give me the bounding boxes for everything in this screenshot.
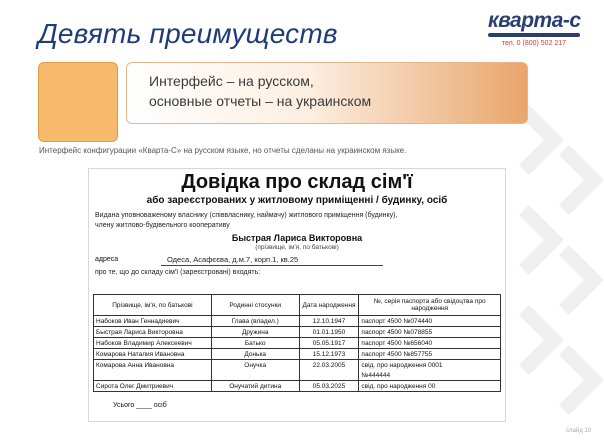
cell-relation: Глава (владел.)	[211, 316, 299, 327]
table-row	[94, 349, 501, 360]
person-name: Быстрая Лариса Викторовна	[231, 233, 363, 243]
cell-relation: Онучка	[211, 360, 299, 371]
banner-line-1: Интерфейс – на русском,	[149, 73, 314, 89]
logo-text: кварта-с	[488, 9, 581, 32]
col-header-birthdate: Дата народження	[299, 295, 359, 316]
cell-name	[94, 370, 212, 381]
brand-logo	[488, 10, 584, 47]
report-line-3: про те, що до складу сім'ї (зареєстровані) входять:	[95, 269, 261, 276]
cell-relation: Онучатий дитина	[211, 381, 299, 392]
address-value: Одеса, Асафєєва, д.м.7, корп.1, кв.25	[167, 255, 299, 264]
address-label: адреса	[95, 256, 119, 263]
report-screenshot	[88, 168, 506, 422]
cell-name: Комарова Наталия Ивановна	[94, 349, 212, 360]
cell-birthdate: 22.03.2005	[299, 360, 359, 371]
report-line-1: Видана уповноваженому власнику (співвласнику, наймачу) житлового приміщення (будинку),	[95, 212, 398, 219]
cell-name: Набоков Иван Геннадиевич	[94, 316, 212, 327]
table-row	[94, 370, 501, 381]
cell-document: свід. про народження 0001	[359, 360, 501, 371]
cell-birthdate: 15.12.1973	[299, 349, 359, 360]
table-row	[94, 360, 501, 371]
banner-line-2: основные отчеты – на украинском	[149, 93, 372, 109]
cell-document: паспорт 4500 №857755	[359, 349, 501, 360]
cell-name: Быстрая Лариса Викторовна	[94, 327, 212, 338]
cell-relation: Дружина	[211, 327, 299, 338]
cell-document: паспорт 4500 №074440	[359, 316, 501, 327]
cell-name: Комарова Анна Ивановна	[94, 360, 212, 371]
cell-birthdate: 01.01.1950	[299, 327, 359, 338]
cell-birthdate: 12.10.1947	[299, 316, 359, 327]
cell-document: свід. про народження 00	[359, 381, 501, 392]
orange-accent-box	[38, 62, 118, 142]
col-header-relation: Родинні стосунки	[211, 295, 299, 316]
table-row	[94, 338, 501, 349]
cell-relation	[211, 370, 299, 381]
address-underline	[161, 265, 383, 266]
cell-birthdate: 05.05.1917	[299, 338, 359, 349]
cell-document: паспорт 4500 №656040	[359, 338, 501, 349]
name-hint: (прізвище, ім'я, по батькові)	[255, 244, 339, 251]
table-header-row	[94, 295, 501, 316]
table-row	[94, 327, 501, 338]
logo-underline	[488, 33, 580, 37]
headline-banner	[126, 62, 528, 124]
cell-relation: Донька	[211, 349, 299, 360]
col-header-name: Прізвище, ім'я, по батькові	[94, 295, 212, 316]
table-row	[94, 381, 501, 392]
chevron-decoration	[494, 100, 604, 440]
slide-title: Девять преимуществ	[38, 18, 338, 49]
cell-document: паспорт 4500 №078855	[359, 327, 501, 338]
report-line-2: члену житлово-будівельного кооперативу	[95, 222, 230, 229]
cell-birthdate: 05.03.2025	[299, 381, 359, 392]
table-row	[94, 316, 501, 327]
cell-name: Набоков Владимир Алексеевич	[94, 338, 212, 349]
cell-name: Сирота Олег Дмитриевич	[94, 381, 212, 392]
slide-number: слайд 10	[566, 428, 592, 434]
report-title: Довідка про склад сім'ї	[181, 171, 413, 193]
phone-number: тел. 0 (800) 502 217	[501, 40, 567, 47]
cell-relation: Батько	[211, 338, 299, 349]
slide-caption: Интерфейс конфигурации «Кварта-С» на русском языке, но отчеты сделаны на украинском языке.	[39, 146, 407, 155]
col-header-document: №, серія паспорта або свідоцтва про народження	[359, 295, 501, 316]
total-persons-line: Усього ____ осіб	[113, 402, 167, 409]
cell-document: №444444	[359, 370, 501, 381]
cell-birthdate	[299, 370, 359, 381]
residents-table	[93, 294, 501, 392]
report-subtitle: або зареєстрованих у житловому приміщенні / будинку, осіб	[146, 195, 448, 206]
